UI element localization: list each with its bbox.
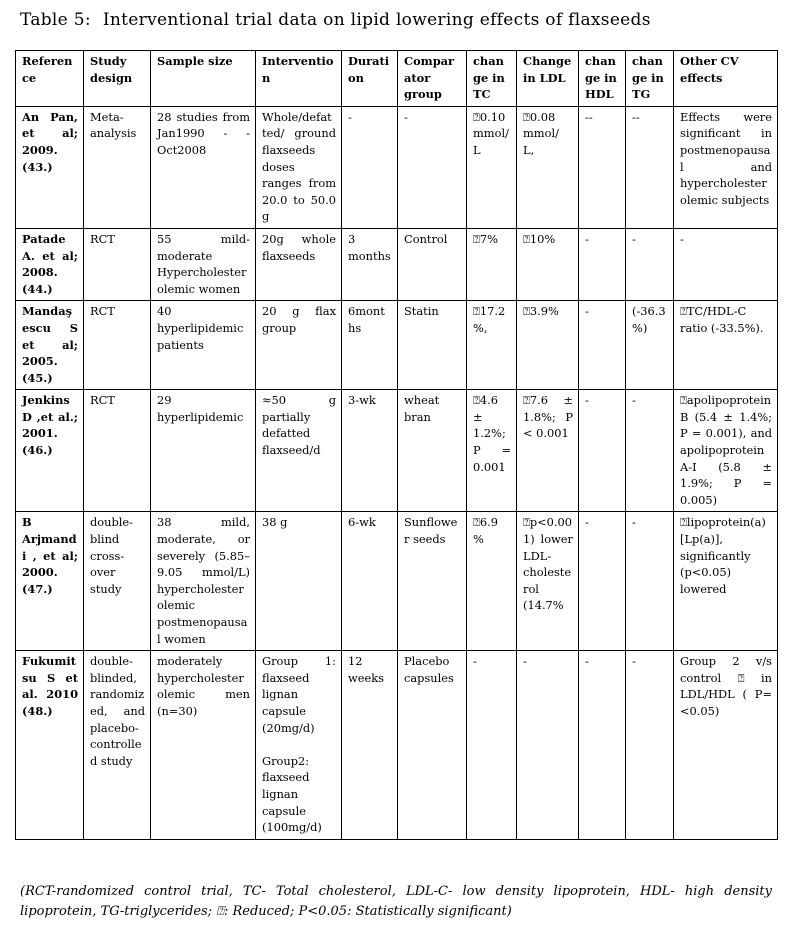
cell-reference: Patade A. et al; 2008. (44.) — [16, 228, 84, 300]
header-study-design: Study design — [84, 51, 151, 107]
header-other-cv-effects: Other CV effects — [674, 51, 778, 107]
cell-change-tg: - — [626, 390, 674, 512]
cell-comparator: wheat bran — [398, 390, 467, 512]
cell-intervention: ≈50 g partially defatted flaxseed/d — [256, 390, 342, 512]
cell-other-cv-effects: - — [674, 228, 778, 300]
cell-intervention: Whole/defatted/ ground flaxseeds doses ranges from 20.0 to 50.0 g — [256, 106, 342, 228]
cell-change-ldl: ⍰p<0.001) lower LDL-cholesterol (14.7% — [517, 512, 579, 651]
cell-change-tc: ⍰6.9 % — [467, 512, 517, 651]
cell-study-design: double-blinded, randomized, and placebo-controlled study — [84, 651, 151, 840]
cell-change-tg: - — [626, 228, 674, 300]
header-row — [16, 51, 778, 107]
cell-change-tc: ⍰7% — [467, 228, 517, 300]
cell-change-ldl: ⍰3.9% — [517, 301, 579, 390]
cell-reference: Mandaşescu S et al; 2005. (45.) — [16, 301, 84, 390]
cell-change-tg: (-36.3%) — [626, 301, 674, 390]
cell-change-tc: ⍰17.2%, — [467, 301, 517, 390]
cell-change-tg: - — [626, 512, 674, 651]
cell-comparator: Sunflower seeds — [398, 512, 467, 651]
header-change-tc: change in TC — [467, 51, 517, 107]
cell-comparator: Placebo capsules — [398, 651, 467, 840]
cell-study-design: RCT — [84, 228, 151, 300]
cell-comparator: Statin — [398, 301, 467, 390]
cell-sample-size: moderately hypercholesterolemic men (n=30) — [151, 651, 256, 840]
cell-reference: An Pan, et al; 2009. (43.) — [16, 106, 84, 228]
cell-change-tg: -- — [626, 106, 674, 228]
header-sample-size: Sample size — [151, 51, 256, 107]
cell-duration: 3 months — [342, 228, 398, 300]
header-comparator-group: Comparator group — [398, 51, 467, 107]
cell-other-cv-effects: ⍰apolipoprotein B (5.4 ± 1.4%; P = 0.001), and apolipoprotein A-I (5.8 ± 1.9%; P = 0.005) — [674, 390, 778, 512]
cell-sample-size: 28 studies from Jan1990 - - Oct2008 — [151, 106, 256, 228]
table-title — [20, 10, 651, 30]
cell-other-cv-effects: Group 2 v/s control ⍰ in LDL/HDL ( P=<0.05) — [674, 651, 778, 840]
cell-change-hdl: - — [579, 390, 626, 512]
header-change-tg: change in TG — [626, 51, 674, 107]
cell-change-ldl: ⍰7.6 ± 1.8%; P < 0.001 — [517, 390, 579, 512]
cell-duration: 3-wk — [342, 390, 398, 512]
table-row — [16, 512, 778, 651]
table-row — [16, 651, 778, 840]
cell-change-tg: - — [626, 651, 674, 840]
cell-change-tc: - — [467, 651, 517, 840]
header-intervention: Intervention — [256, 51, 342, 107]
cell-reference: B Arjmandi , et al; 2000. (47.) — [16, 512, 84, 651]
cell-duration: 6-wk — [342, 512, 398, 651]
cell-sample-size: 40 hyperlipidemic patients — [151, 301, 256, 390]
cell-duration: - — [342, 106, 398, 228]
cell-study-design: RCT — [84, 301, 151, 390]
header-duration: Duration — [342, 51, 398, 107]
cell-study-design: RCT — [84, 390, 151, 512]
table-caption: Interventional trial data on lipid lowering effects of flaxseeds — [102, 10, 651, 30]
cell-change-hdl: - — [579, 512, 626, 651]
cell-other-cv-effects: Effects were significant in postmenopausal and hypercholesterolemic subjects — [674, 106, 778, 228]
flaxseed-trials-table — [15, 50, 778, 840]
cell-other-cv-effects: ⍰lipoprotein(a) [Lp(a)], significantly (p<0.05) lowered — [674, 512, 778, 651]
table-row — [16, 228, 778, 300]
cell-change-tc: ⍰4.6 ± 1.2%; P = 0.001 — [467, 390, 517, 512]
cell-comparator: Control — [398, 228, 467, 300]
cell-change-ldl: - — [517, 651, 579, 840]
table-label: Table 5: — [20, 10, 91, 30]
cell-intervention: 20g whole flaxseeds — [256, 228, 342, 300]
cell-change-hdl: - — [579, 651, 626, 840]
cell-reference: Fukumitsu S et al. 2010 (48.) — [16, 651, 84, 840]
cell-duration: 6months — [342, 301, 398, 390]
header-reference: Reference — [16, 51, 84, 107]
cell-intervention: 20 g flax group — [256, 301, 342, 390]
cell-intervention: 38 g — [256, 512, 342, 651]
table-footnote: (RCT-randomized control trial, TC- Total cholesterol, LDL-C- low density lipoprotein, HDL- high density lipoprotein, TG-triglycerides; ⍰: Reduced; P<0.05: Statistically significant) — [20, 884, 772, 919]
cell-change-ldl: ⍰0.08 mmol/ L, — [517, 106, 579, 228]
cell-intervention: Group 1: flaxseed lignan capsule (20mg/d) Group2: flaxseed lignan capsule (100mg/d) — [256, 651, 342, 840]
cell-other-cv-effects: ⍰TC/HDL-C ratio (-33.5%). — [674, 301, 778, 390]
cell-sample-size: 38 mild, moderate, or severely (5.85–9.05 mmol/L) hypercholesterolemic postmenopausal women — [151, 512, 256, 651]
cell-sample-size: 55 mild-moderate Hypercholesterolemic women — [151, 228, 256, 300]
cell-change-tc: ⍰0.10 mmol/L — [467, 106, 517, 228]
header-change-ldl: Change in LDL — [517, 51, 579, 107]
cell-change-hdl: - — [579, 228, 626, 300]
cell-change-ldl: ⍰10% — [517, 228, 579, 300]
cell-change-hdl: -- — [579, 106, 626, 228]
cell-duration: 12 weeks — [342, 651, 398, 840]
table-row — [16, 106, 778, 228]
cell-change-hdl: - — [579, 301, 626, 390]
cell-reference: Jenkins D ,et al.; 2001. (46.) — [16, 390, 84, 512]
header-change-hdl: change in HDL — [579, 51, 626, 107]
table-row — [16, 390, 778, 512]
cell-sample-size: 29 hyperlipidemic — [151, 390, 256, 512]
cell-study-design: Meta-analysis — [84, 106, 151, 228]
cell-comparator: - — [398, 106, 467, 228]
cell-study-design: double-blind cross-over study — [84, 512, 151, 651]
table-row — [16, 301, 778, 390]
